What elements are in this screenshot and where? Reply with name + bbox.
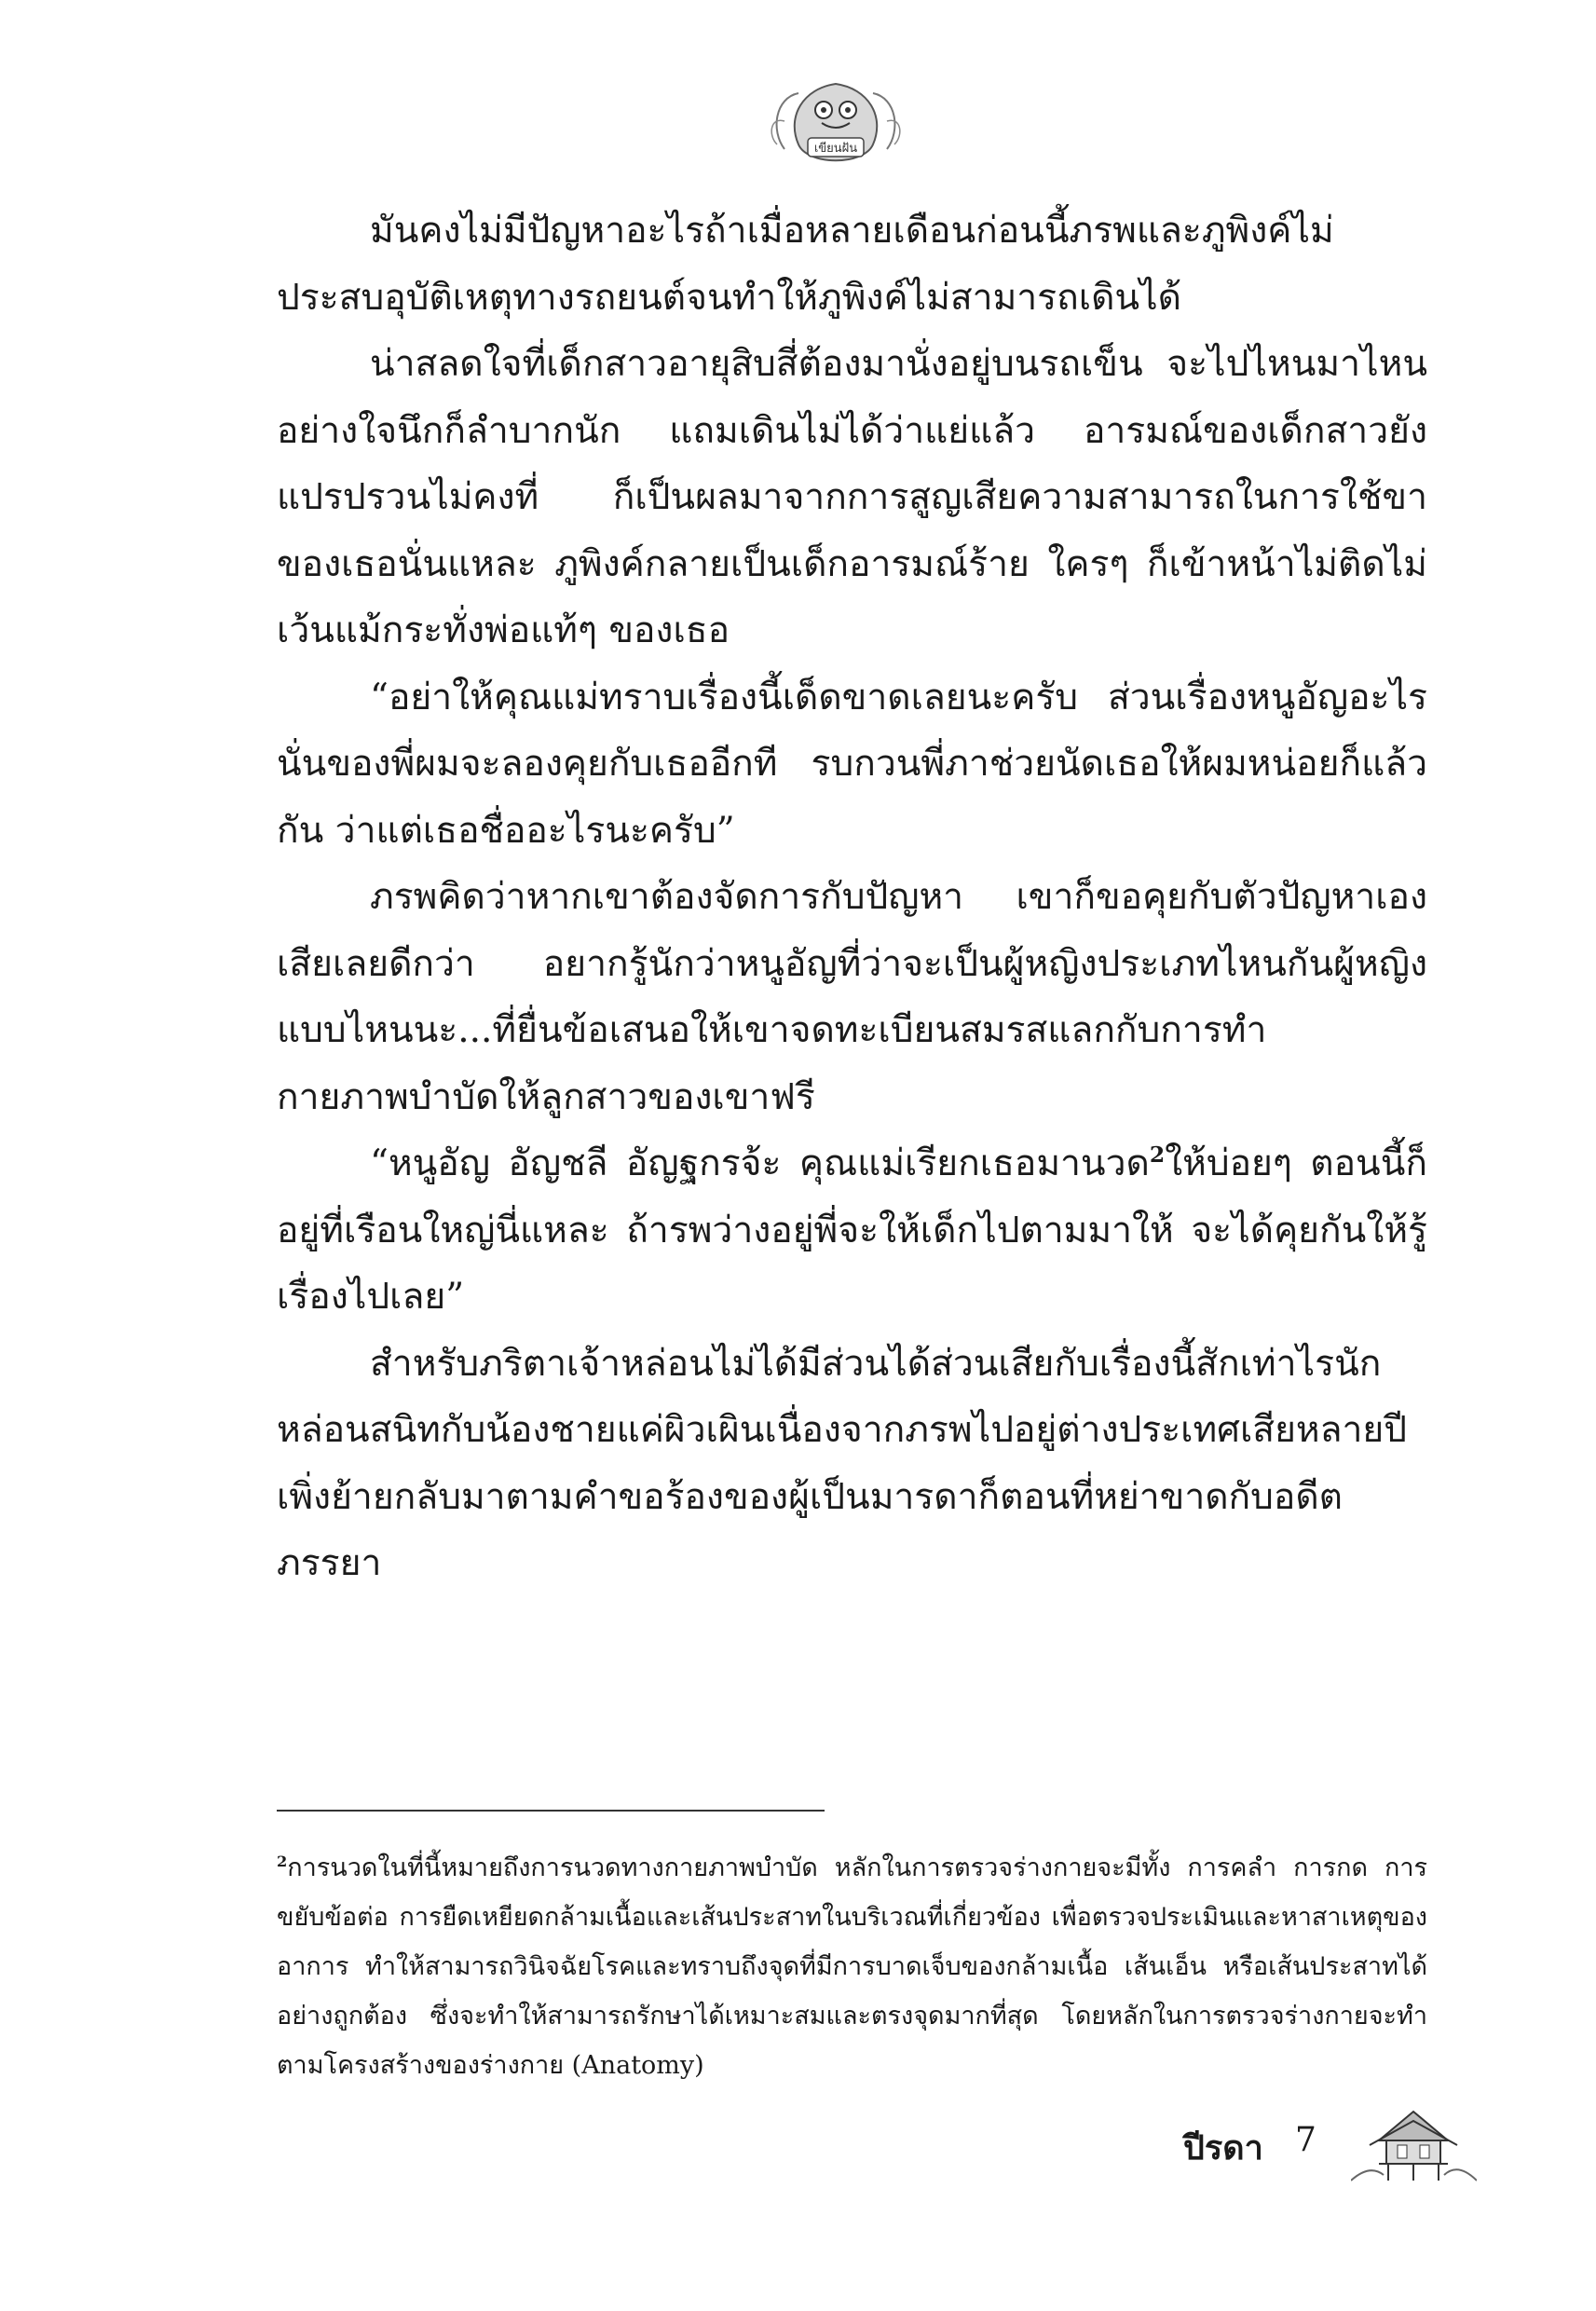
paragraph: ภรพคิดว่าหากเขาต้องจัดการกับปัญหา เขาก็ขอคุยกับตัวปัญหาเองเสียเลยดีกว่า อยากรู้นักว่าหนูอัญที่ว่าจะเป็นผู้หญิงประเภทไหนกันผู้หญิงแบบไหนนะ...ที่ยื่นข้อเสนอให้เขาจดทะเบียนสมรสแลกกับการทำกายภาพบำบัดให้ลูกสาวของเขาฟรี — [277, 876, 1427, 1118]
page-number: 7 — [1295, 2121, 1316, 2159]
footnote — [277, 1843, 1427, 2090]
publisher-logo — [766, 65, 906, 177]
thai-house-icon — [1351, 2108, 1477, 2182]
paragraph — [277, 1130, 1427, 1331]
paragraph: น่าสลดใจที่เด็กสาวอายุสิบสี่ต้องมานั่งอยู่บนรถเข็น จะไปไหนมาไหนอย่างใจนึกก็ลำบากนัก แถมเดินไม่ได้ว่าแย่แล้ว อารมณ์ของเด็กสาวยังแปรปรวนไม่คงที่ ก็เป็นผลมาจากการสูญเสียความสามารถในการใช้ขาของเธอนั่นแหละ ภูพิงค์กลายเป็นเด็กอารมณ์ร้าย ใครๆ ก็เข้าหน้าไม่ติดไม่เว้นแม้กระทั่งพ่อแท้ๆ ของเธอ — [277, 343, 1427, 651]
paragraph: มันคงไม่มีปัญหาอะไรถ้าเมื่อหลายเดือนก่อนนี้ภรพและภูพิงค์ไม่ประสบอุบัติเหตุทางรถยนต์จนทำให้ภูพิงค์ไม่สามารถเดินได้ — [277, 210, 1334, 319]
footnote-reference[interactable]: 2 — [1149, 1142, 1166, 1168]
paragraph-text: “หนูอัญ อัญชลี อัญฐกรจ้ะ คุณแม่เรียกเธอมานวด — [370, 1142, 1150, 1184]
paragraph: สำหรับภริตาเจ้าหล่อนไม่ได้มีส่วนได้ส่วนเสียกับเรื่องนี้สักเท่าไรนักหล่อนสนิทกับน้องชายแค่ผิวเผินเนื่องจากภรพไปอยู่ต่างประเทศเสียหลายปี เพิ่งย้ายกลับมาตามคำขอร้องของผู้เป็นมารดาก็ตอนที่หย่าขาดกับอดีตภรรยา — [277, 1342, 1408, 1584]
page-footer — [1183, 2108, 1481, 2182]
running-title: ปีรดา — [1183, 2128, 1263, 2167]
paragraph: “อย่าให้คุณแม่ทราบเรื่องนี้เด็ดขาดเลยนะครับ ส่วนเรื่องหนูอัญอะไรนั่นของพี่ผมจะลองคุยกับเธออีกที รบกวนพี่ภาช่วยนัดเธอให้ผมหน่อยก็แล้วกัน ว่าแต่เธอชื่ออะไรนะครับ” — [277, 676, 1427, 852]
logo-text: เขียนฝัน — [813, 142, 858, 156]
body-text — [277, 198, 1427, 1597]
footnote-divider — [277, 1810, 825, 1812]
paragraph-text: ให้บ่อยๆ ตอนนี้ก็อยู่ที่เรือนใหญ่นี่แหละ ถ้ารพว่างอยู่พี่จะให้เด็กไปตามมาให้ จะได้คุยกันให้รู้เรื่องไปเลย” — [277, 1142, 1427, 1318]
footnote-text: การนวดในที่นี้หมายถึงการนวดทางกายภาพบำบัด หลักในการตรวจร่างกายจะมีทั้ง การคลำ การกด การขยับข้อต่อ การยืดเหยียดกล้ามเนื้อและเส้นประสาทในบริเวณที่เกี่ยวข้อง เพื่อตรวจประเมินและหาสาเหตุของอาการ ทำให้สามารถวินิจฉัยโรคและทราบถึงจุดที่มีการบาดเจ็บของกล้ามเนื้อ เส้นเอ็น หรือเส้นประสาทได้อย่างถูกต้อง ซึ่งจะทำให้สามารถรักษาได้เหมาะสมและตรงจุดมากที่สุด โดยหลักในการตรวจร่างกายจะทำตามโครงสร้างของร่างกาย (Anatomy) — [277, 1853, 1427, 2080]
footnote-number: 2 — [277, 1853, 288, 1870]
